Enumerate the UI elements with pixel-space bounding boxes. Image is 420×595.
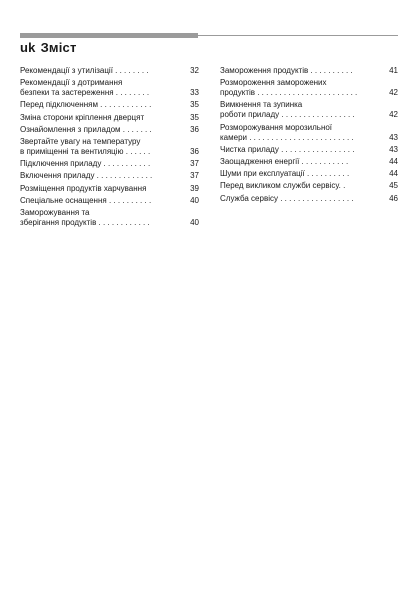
toc-entry-page-number: 39 [190, 183, 199, 193]
toc-entry-line: Розміщення продуктів харчування [20, 183, 147, 193]
toc-entry-line: Чистка приладу . . . . . . . . . . . . . . . . . [220, 144, 355, 154]
toc-entry-title [20, 125, 185, 135]
header-rule-thin [198, 35, 398, 36]
toc-entry-line: камери . . . . . . . . . . . . . . . . . . . . . . . . [220, 132, 354, 142]
toc-entry[interactable] [20, 66, 199, 76]
toc-entry-title [20, 184, 185, 194]
toc-entry-page-number: 35 [190, 112, 199, 122]
toc-column-right [220, 66, 398, 206]
toc-entry-line: Шуми при експлуатації . . . . . . . . . . [220, 169, 350, 179]
toc-entry-page-number: 37 [190, 171, 199, 181]
toc-entry-title [20, 171, 185, 181]
toc-entry[interactable] [20, 184, 199, 194]
toc-entry-page-number: 36 [190, 146, 199, 156]
toc-entry-line: Включення приладу . . . . . . . . . . . . . [20, 171, 153, 181]
toc-entry-title [20, 208, 185, 228]
toc-entry[interactable] [220, 78, 398, 98]
toc-entry-page-number: 42 [389, 88, 398, 98]
toc-entry-title [220, 157, 384, 167]
toc-entry-page-number: 43 [389, 132, 398, 142]
toc-entry-page-number: 42 [389, 110, 398, 120]
title-text: Зміст [40, 40, 77, 55]
toc-entry[interactable] [220, 100, 398, 120]
toc-entry[interactable] [220, 169, 398, 179]
toc-entry-line: Зміна сторони кріплення дверцят [20, 112, 145, 122]
toc-entry[interactable] [20, 196, 199, 206]
page-title [20, 40, 77, 55]
toc-entry[interactable] [220, 145, 398, 155]
toc-entry-title [20, 196, 185, 206]
toc-entry-line: Ознайомлення з приладом . . . . . . . [20, 124, 152, 134]
toc-entry-line: зберігання продуктів . . . . . . . . . . . . [20, 217, 150, 227]
toc-entry-line: продуктів . . . . . . . . . . . . . . . . . . . . . . . [220, 88, 358, 98]
toc-entry[interactable] [20, 100, 199, 110]
toc-entry[interactable] [20, 113, 199, 123]
toc-entry-line: Рекомендації з дотримання [20, 78, 123, 88]
toc-entry-title [20, 113, 185, 123]
toc-column-left [20, 66, 199, 230]
toc-entry-page-number: 43 [389, 144, 398, 154]
toc-entry-title [220, 100, 384, 120]
toc-entry-line: Звертайте увагу на температуру [20, 136, 141, 146]
toc-entry[interactable] [20, 171, 199, 181]
toc-entry-line: Вимкнення та зупинка [220, 100, 303, 110]
toc-entry-line: Служба сервісу . . . . . . . . . . . . . . . . . [220, 193, 354, 203]
toc-entry-page-number: 40 [190, 217, 199, 227]
toc-entry-line: безпеки та застереження . . . . . . . . [20, 88, 150, 98]
toc-entry[interactable] [220, 157, 398, 167]
toc-entry-line: Підключення приладу . . . . . . . . . . . [20, 159, 151, 169]
toc-entry[interactable] [220, 123, 398, 143]
toc-entry-title [20, 100, 185, 110]
toc-entry-line: Розморожування морозильної [220, 122, 333, 132]
toc-entry-title [220, 169, 384, 179]
toc-entry[interactable] [220, 181, 398, 191]
toc-entry-title [220, 66, 384, 76]
toc-entry-page-number: 44 [389, 156, 398, 166]
toc-entry-page-number: 35 [190, 100, 199, 110]
toc-entry-title [220, 194, 384, 204]
toc-entry-page-number: 37 [190, 159, 199, 169]
language-code: uk [20, 40, 36, 55]
toc-entry-line: в приміщенні та вентиляцію . . . . . . [20, 146, 151, 156]
toc-entry-page-number: 46 [389, 193, 398, 203]
toc-entry-page-number: 36 [190, 124, 199, 134]
toc-entry-page-number: 44 [389, 169, 398, 179]
toc-entry-line: Перед підключенням . . . . . . . . . . . . [20, 100, 152, 110]
toc-entry-title [220, 78, 384, 98]
toc-entry-line: Перед викликом служби сервісу. . [220, 181, 346, 191]
toc-entry-page-number: 45 [389, 181, 398, 191]
toc-entry-title [20, 137, 185, 157]
toc-entry-title [220, 123, 384, 143]
toc-entry-line: Замороження продуктів . . . . . . . . . . [220, 66, 353, 75]
toc-entry-line: роботи приладу . . . . . . . . . . . . . . . . . [220, 110, 355, 120]
toc-entry-line: Розмороження заморожених [220, 78, 327, 88]
toc-entry[interactable] [20, 78, 199, 98]
toc-entry[interactable] [20, 208, 199, 228]
toc-entry[interactable] [20, 125, 199, 135]
header-rule-thick [20, 33, 198, 38]
toc-entry[interactable] [20, 159, 199, 169]
toc-entry[interactable] [20, 137, 199, 157]
toc-entry-title [220, 181, 384, 191]
toc-entry-line: Рекомендації з утилізації . . . . . . . . [20, 66, 149, 75]
toc-entry-title [20, 159, 185, 169]
toc-entry-title [20, 66, 185, 76]
toc-entry-page-number: 41 [389, 66, 398, 75]
toc-entry-page-number: 32 [190, 66, 199, 75]
toc-entry[interactable] [220, 66, 398, 76]
toc-entry-line: Заморожування та [20, 207, 90, 217]
toc-entry-line: Спеціальне оснащення . . . . . . . . . . [20, 195, 152, 205]
toc-entry-title [20, 78, 185, 98]
toc-entry[interactable] [220, 194, 398, 204]
toc-entry-line: Заощадження енергії . . . . . . . . . . . [220, 156, 349, 166]
toc-entry-page-number: 40 [190, 195, 199, 205]
toc-entry-title [220, 145, 384, 155]
toc-entry-page-number: 33 [190, 88, 199, 98]
